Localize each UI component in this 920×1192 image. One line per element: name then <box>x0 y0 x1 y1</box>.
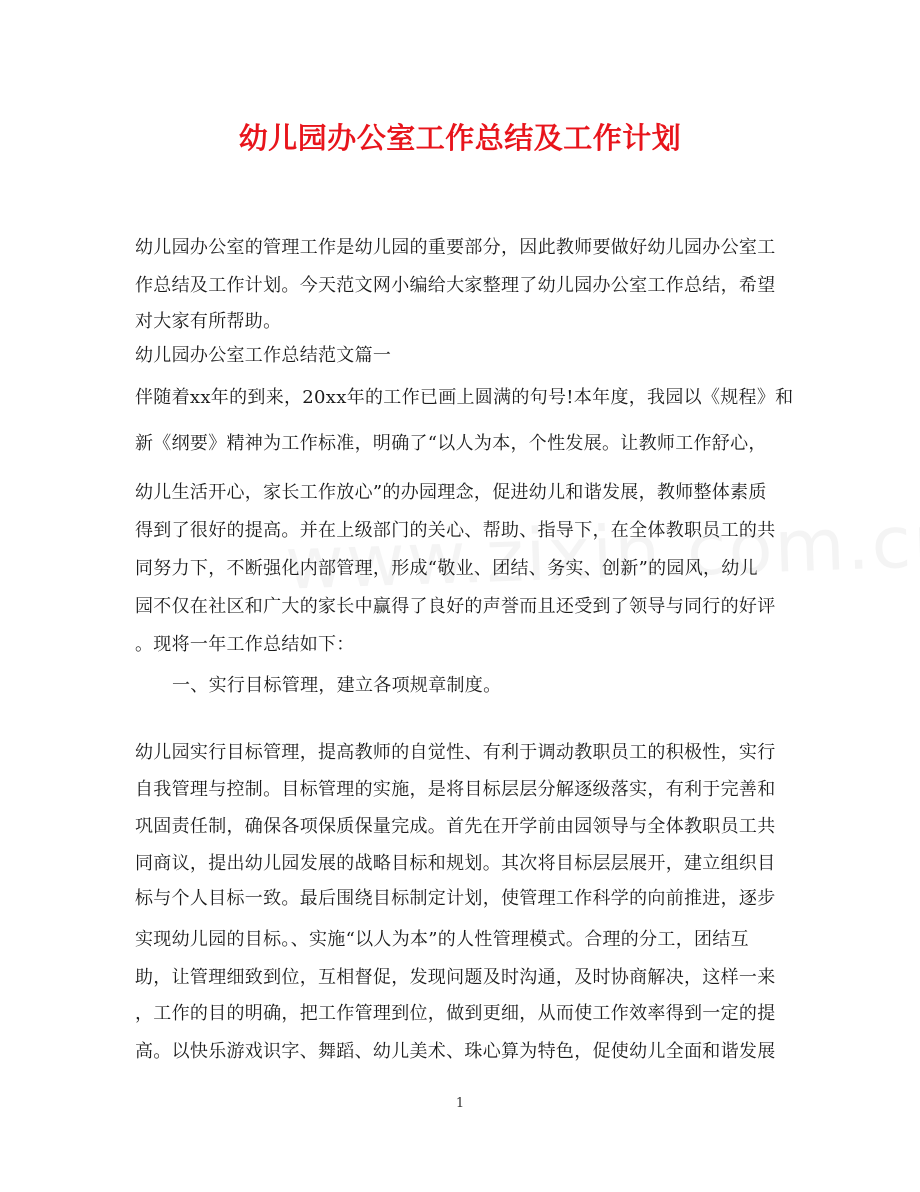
paragraph-line: 得到了很好的提高。并在上级部门的关心、帮助、指导下，在全体教职员工的共 <box>135 520 776 541</box>
paragraph-line: 幼儿园办公室的管理工作是幼儿园的重要部分，因此教师要做好幼儿园办公室工 <box>135 237 776 258</box>
subsection-heading: 一、实行目标管理，建立各项规章制度。 <box>172 675 502 696</box>
paragraph-line: 巩固责任制，确保各项保质保量完成。首先在开学前由园领导与全体教职员工共 <box>135 816 776 837</box>
paragraph-line: 高。以快乐游戏识字、舞蹈、幼儿美术、珠心算为特色，促使幼儿全面和谐发展 <box>135 1041 776 1062</box>
section-heading: 幼儿园办公室工作总结范文篇一 <box>135 345 392 366</box>
paragraph-line: 助，让管理细致到位，互相督促，发现问题及时沟通，及时协商解决，这样一来 <box>135 967 776 988</box>
paragraph-line: 对大家有所帮助。 <box>135 311 282 332</box>
paragraph-line: 同商议，提出幼儿园发展的战略目标和规划。其次将目标层层展开，建立组织目 <box>135 853 776 874</box>
paragraph-line: 园不仅在社区和广大的家长中赢得了良好的声誉而且还受到了领导与同行的好评 <box>135 596 776 617</box>
page-number: 1 <box>455 1096 465 1111</box>
document-title: 幼儿园办公室工作总结及工作计划 <box>238 121 682 155</box>
paragraph-line: 新《纲要》精神为工作标准，明确了“以人为本，个性发展。让教师工作舒心， <box>135 433 767 454</box>
paragraph-line: 作总结及工作计划。今天范文网小编给大家整理了幼儿园办公室工作总结，希望 <box>135 275 776 296</box>
paragraph-line: 标与个人目标一致。最后围绕目标制定计划，使管理工作科学的向前推进，逐步 <box>135 888 776 909</box>
paragraph-line: 实现幼儿园的目标。、实施“以人为本”的人性管理模式。合理的分工，团结互 <box>135 929 749 950</box>
paragraph-line: 同努力下，不断强化内部管理，形成“敬业、团结、务实、创新”的园风，幼儿 <box>135 558 758 579</box>
paragraph-line: 。现将一年工作总结如下： <box>135 634 355 655</box>
paragraph-line: 自我管理与控制。目标管理的实施，是将目标层层分解逐级落实，有利于完善和 <box>135 779 776 800</box>
watermark <box>284 498 920 606</box>
paragraph-line: 幼儿生活开心，家长工作放心”的办园理念，促进幼儿和谐发展，教师整体素质 <box>135 482 767 503</box>
paragraph-line: ，工作的目的明确，把工作管理到位，做到更细，从而使工作效率得到一定的提 <box>135 1003 776 1024</box>
paragraph-line: 伴随着xx年的到来，20xx年的工作已画上圆满的句号!本年度，我园以《规程》和 <box>135 387 794 408</box>
paragraph-line: 幼儿园实行目标管理，提高教师的自觉性、有利于调动教职员工的积极性，实行 <box>135 742 776 763</box>
